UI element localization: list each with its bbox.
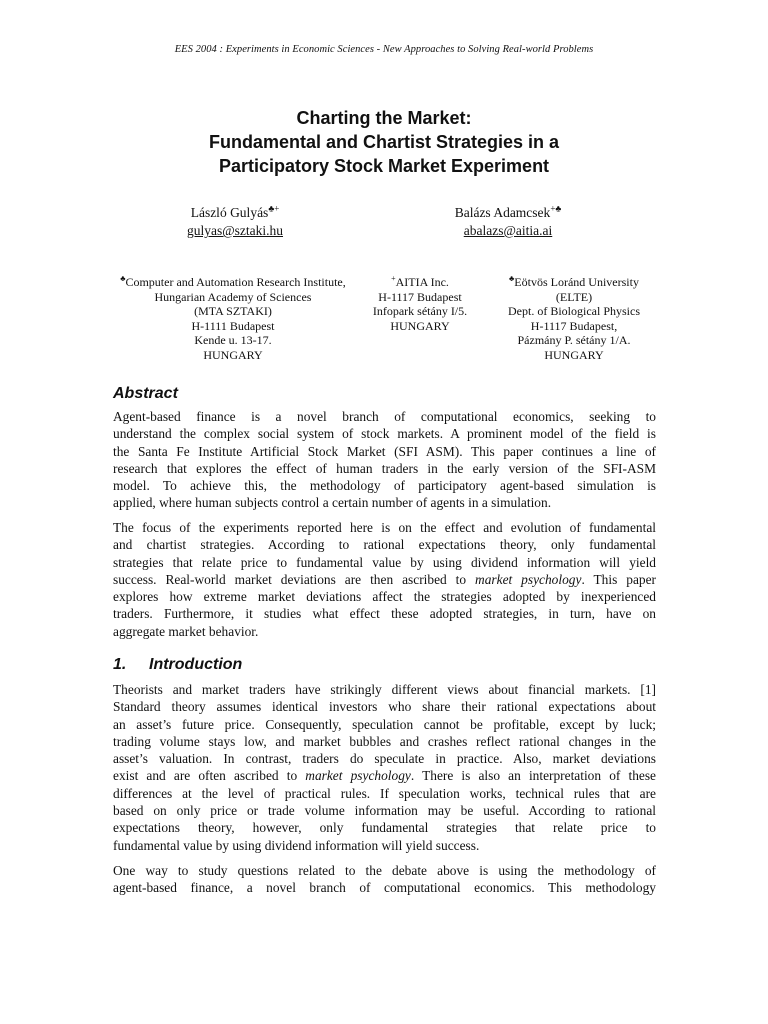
- author-marks: +♣: [550, 203, 562, 214]
- section-number: 1.: [113, 656, 127, 673]
- section-heading-introduction: [113, 656, 242, 674]
- author-email[interactable]: abalazs@aitia.ai: [463, 223, 553, 238]
- affiliation-mark: +: [391, 274, 396, 283]
- abstract-heading: Abstract: [113, 385, 178, 402]
- author-adamcsek: [423, 204, 593, 240]
- affiliation-mark: ♣: [120, 274, 126, 283]
- section-title: Introduction: [149, 656, 243, 673]
- affiliation-mark: ♣: [509, 274, 515, 283]
- title-line: Charting the Market:: [296, 108, 472, 128]
- paper-title: [0, 106, 768, 178]
- affiliation-aitia: +AITIA Inc. H-1117 Budapest Infopark sétány I/5. HUNGARY: [372, 274, 468, 333]
- intro-paragraph-2: One way to study questions related to the debate above is using the methodology of agent-based finance, a novel branch of computational economics. This methodology: [113, 863, 656, 896]
- author-email[interactable]: gulyas@sztaki.hu: [186, 223, 284, 238]
- running-header: EES 2004 : Experiments in Economic Sciences - New Approaches to Solving Real-world Problems: [174, 44, 594, 55]
- emphasis: market psychology: [475, 571, 582, 587]
- title-line: Fundamental and Chartist Strategies in a: [208, 132, 560, 152]
- author-name: Balázs Adamcsek: [454, 205, 551, 220]
- emphasis: market psychology: [305, 768, 411, 784]
- affiliation-elte: ♣Eötvös Loránd University (ELTE) Dept. of Biological Physics H-1117 Budapest, Pázmány P. sétány 1/A. HUNGARY: [508, 274, 640, 362]
- abstract-paragraph-2: The focus of the experiments reported here is on the effect and evolution of fundamental and chartist strategies. According to rational expectations theory, only fundamental strategies that relate price to fundamental value by using dividend information will yield success. Real-world market deviations are then ascribed to market psychology. This paper explores how extreme market deviations affect the strategies adopted by inexperienced traders. Furthermore, it studies what effect these adopted strategies, in turn, have on aggregate market behavior.: [113, 520, 656, 639]
- author-marks: ♣+: [268, 203, 280, 214]
- abstract-paragraph-1: Agent-based finance is a novel branch of computational economics, seeking to understand the complex social system of stock markets. A prominent model of the field is the Santa Fe Institute Artificial Stock Market (SFI ASM). This paper continues a line of research that explores the effect of human traders in the early version of the SFI-ASM model. To achieve this, the methodology of participatory agent-based simulation is applied, where human subjects control a certain number of agents in a simulation.: [113, 409, 656, 511]
- affiliation-sztaki: ♣Computer and Automation Research Institute, Hungarian Academy of Sciences (MTA SZTAKI) H-1111 Budapest Kende u. 13-17. HUNGARY: [120, 274, 346, 362]
- title-line: Participatory Stock Market Experiment: [218, 156, 550, 176]
- author-name: László Gulyás: [190, 205, 269, 220]
- intro-paragraph-1: Theorists and market traders have strikingly different views about financial markets. [1] Standard theory assumes identical investors who share their rational expectations about an asset’s future price. Consequently, speculation cannot be profitable, except by luck; trading volume stays low, and market bubbles and crashes reflect rational changes in the asset’s valuation. In contrast, traders do speculate in practice. Also, market deviations exist and are often ascribed to market psychology. There is also an interpretation of these differences at the level of practical rules. If speculation works, technical rules that are based on only price or trade volume information may be useful. According to rational expectations theory, however, only fundamental strategies that relate price to fundamental value by using dividend information will yield success.: [113, 682, 656, 853]
- author-gulyas: [150, 204, 320, 240]
